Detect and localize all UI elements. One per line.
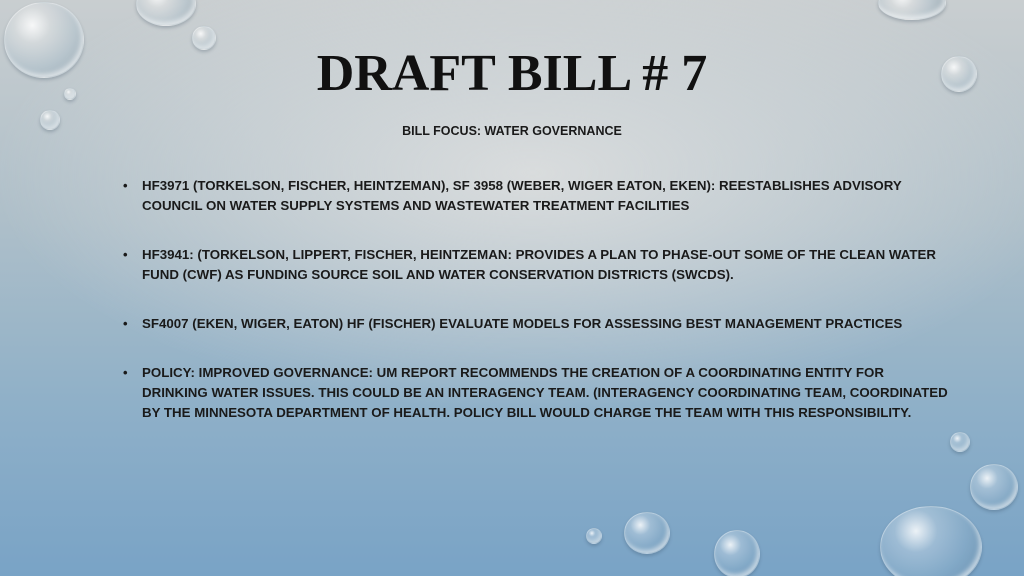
droplet-decoration [586, 528, 602, 544]
bullet-dot-icon: • [123, 247, 128, 262]
bullet-list [120, 176, 950, 452]
droplet-decoration [624, 512, 670, 554]
bullet-item [120, 363, 950, 423]
bullet-dot-icon: • [123, 178, 128, 193]
bullet-dot-icon: • [123, 365, 128, 380]
slide-title: DRAFT BILL # 7 [316, 45, 708, 102]
droplet-decoration [714, 530, 760, 576]
bullet-text: POLICY: IMPROVED GOVERNANCE: UM REPORT RECOMMENDS THE CREATION OF A COORDINATING ENTITY FOR DRINKING WATER ISSUES. THIS COULD BE AN INTERAGENCY TEAM. (INTERAGENCY COORDINATING TEAM, COORDINATED BY THE MINNESOTA DEPARTMENT OF HEALTH. POLICY BILL WOULD CHARGE THE TEAM WITH THIS RESPONSIBILITY. [142, 365, 948, 420]
bullet-dot-icon: • [123, 316, 128, 331]
slide-subtitle: BILL FOCUS: WATER GOVERNANCE [402, 124, 622, 138]
droplet-decoration [136, 0, 196, 26]
droplet-decoration [970, 464, 1018, 510]
bullet-item [120, 314, 950, 334]
droplet-decoration [878, 0, 946, 20]
bullet-item [120, 176, 950, 216]
bullet-text: HF3971 (TORKELSON, FISCHER, HEINTZEMAN), SF 3958 (WEBER, WIGER EATON, EKEN): REESTABLISHES ADVISORY COUNCIL ON WATER SUPPLY SYSTEMS AND WASTEWATER TREATMENT FACILITIES [142, 178, 902, 213]
bullet-item [120, 245, 950, 285]
droplet-decoration [950, 432, 970, 452]
bullet-text: HF3941: (TORKELSON, LIPPERT, FISCHER, HEINTZEMAN: PROVIDES A PLAN TO PHASE-OUT SOME OF THE CLEAN WATER FUND (CWF) AS FUNDING SOURCE SOIL AND WATER CONSERVATION DISTRICTS (SWCDS). [142, 247, 936, 282]
bullet-text: SF4007 (EKEN, WIGER, EATON) HF (FISCHER) EVALUATE MODELS FOR ASSESSING BEST MANAGEMENT PRACTICES [142, 316, 903, 331]
droplet-decoration [880, 506, 982, 576]
